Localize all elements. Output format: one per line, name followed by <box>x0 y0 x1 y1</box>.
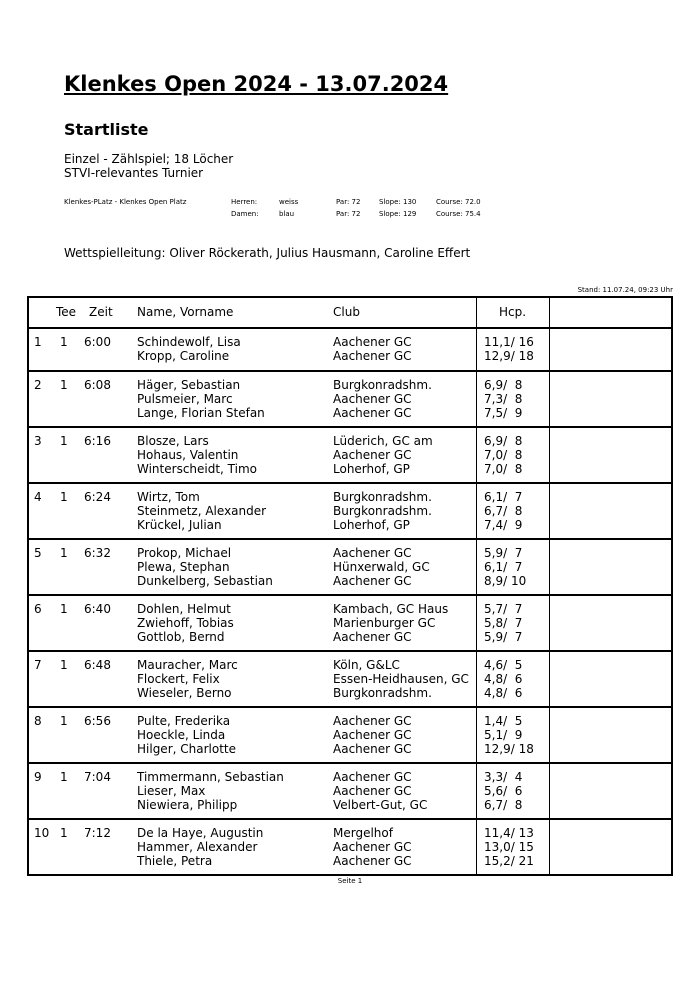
player-club: Aachener GC <box>333 840 412 854</box>
start-group <box>29 650 671 706</box>
tee-time: 6:00 <box>84 335 111 349</box>
player-club: Aachener GC <box>333 742 412 756</box>
tee-number: 1 <box>60 335 68 349</box>
player-club: Essen-Heidhausen, GC <box>333 672 469 686</box>
tee-number: 1 <box>60 378 68 392</box>
tee-number: 1 <box>60 490 68 504</box>
player-handicap: 6,1/ 7 <box>484 490 523 504</box>
tee-number: 1 <box>60 602 68 616</box>
player-club-column <box>333 602 448 644</box>
player-club: Aachener GC <box>333 784 412 798</box>
group-number: 1 <box>34 335 42 349</box>
player-name: Winterscheidt, Timo <box>137 462 258 476</box>
player-club: Aachener GC <box>333 728 412 742</box>
player-handicap: 7,0/ 8 <box>484 448 523 462</box>
player-club: Aachener GC <box>333 448 412 462</box>
tournament-management: Wettspielleitung: Oliver Röckerath, Julius Hausmann, Caroline Effert <box>64 246 471 260</box>
player-club-column <box>333 826 412 868</box>
player-name-column <box>137 826 263 868</box>
group-number: 9 <box>34 770 42 784</box>
player-name: Hilger, Charlotte <box>137 742 236 756</box>
tee-number: 1 <box>60 770 68 784</box>
player-name: Prokop, Michael <box>137 546 232 560</box>
player-club: Burgkonradshm. <box>333 490 432 504</box>
player-handicap: 6,7/ 8 <box>484 798 523 812</box>
player-club: Aachener GC <box>333 854 412 868</box>
player-name: Dunkelberg, Sebastian <box>137 574 273 588</box>
player-handicap: 5,9/ 7 <box>484 546 523 560</box>
player-handicap: 7,5/ 9 <box>484 406 523 420</box>
player-name-column <box>137 378 265 420</box>
herren-par: Par: 72 <box>336 198 361 206</box>
player-club: Aachener GC <box>333 630 412 644</box>
start-group <box>29 482 671 538</box>
start-list-table <box>27 296 673 876</box>
start-group <box>29 594 671 650</box>
player-club: Aachener GC <box>333 546 412 560</box>
group-number: 2 <box>34 378 42 392</box>
player-handicap-column <box>484 378 522 420</box>
player-name: Thiele, Petra <box>137 854 213 868</box>
player-handicap: 6,9/ 8 <box>484 434 523 448</box>
timestamp: Stand: 11.07.24, 09:23 Uhr <box>577 286 673 294</box>
player-club: Köln, G&LC <box>333 658 400 672</box>
player-handicap: 7,3/ 8 <box>484 392 523 406</box>
player-name-column <box>137 434 257 476</box>
herren-slope: Slope: 130 <box>379 198 417 206</box>
player-handicap: 5,7/ 7 <box>484 602 523 616</box>
player-name: Timmermann, Sebastian <box>137 770 284 784</box>
player-handicap: 12,9/ 18 <box>484 349 534 363</box>
player-name: Krückel, Julian <box>137 518 222 532</box>
player-name: Gottlob, Bernd <box>137 630 225 644</box>
player-name: Lieser, Max <box>137 784 206 798</box>
player-name: Hohaus, Valentin <box>137 448 239 462</box>
herren-label: Herren: <box>231 198 258 206</box>
tee-time: 7:12 <box>84 826 111 840</box>
tee-number: 1 <box>60 658 68 672</box>
player-club-column <box>333 770 427 812</box>
player-handicap-column <box>484 658 522 700</box>
description-line: Einzel - Zählspiel; 18 Löcher <box>64 152 234 166</box>
damen-slope: Slope: 129 <box>379 210 417 218</box>
tee-time: 6:56 <box>84 714 111 728</box>
herren-tee: weiss <box>279 198 299 206</box>
damen-par: Par: 72 <box>336 210 361 218</box>
document-title: Klenkes Open 2024 - 13.07.2024 <box>64 72 449 96</box>
damen-label: Damen: <box>231 210 259 218</box>
description-line: STVI-relevantes Turnier <box>64 166 204 180</box>
player-club: Aachener GC <box>333 770 412 784</box>
player-club: Aachener GC <box>333 335 412 349</box>
player-handicap-column <box>484 770 522 812</box>
player-handicap: 7,4/ 9 <box>484 518 523 532</box>
tee-time: 6:48 <box>84 658 111 672</box>
player-handicap-column <box>484 546 526 588</box>
player-handicap: 5,8/ 7 <box>484 616 523 630</box>
player-handicap: 12,9/ 18 <box>484 742 534 756</box>
player-club: Aachener GC <box>333 406 412 420</box>
page-number: Seite 1 <box>337 877 363 885</box>
player-name: Blosze, Lars <box>137 434 209 448</box>
player-club: Aachener GC <box>333 392 412 406</box>
player-name: Niewiera, Philipp <box>137 798 238 812</box>
header-name: Name, Vorname <box>137 305 234 319</box>
player-handicap: 13,0/ 15 <box>484 840 534 854</box>
player-name-column <box>137 490 266 532</box>
tee-time: 6:24 <box>84 490 111 504</box>
player-name-column <box>137 335 241 363</box>
start-group <box>29 538 671 594</box>
player-handicap: 5,9/ 7 <box>484 630 523 644</box>
player-handicap: 1,4/ 5 <box>484 714 523 728</box>
player-name: Schindewolf, Lisa <box>137 335 241 349</box>
player-name: Lange, Florian Stefan <box>137 406 265 420</box>
player-handicap: 11,4/ 13 <box>484 826 534 840</box>
player-name-column <box>137 546 273 588</box>
player-handicap: 4,8/ 6 <box>484 672 523 686</box>
player-handicap: 4,8/ 6 <box>484 686 523 700</box>
player-handicap: 3,3/ 4 <box>484 770 523 784</box>
player-name: Kropp, Caroline <box>137 349 230 363</box>
tee-time: 7:04 <box>84 770 111 784</box>
damen-tee: blau <box>279 210 295 218</box>
table-header <box>29 298 671 329</box>
player-name: Häger, Sebastian <box>137 378 241 392</box>
section-title: Startliste <box>64 120 149 139</box>
player-club: Hünxerwald, GC <box>333 560 430 574</box>
player-club: Burgkonradshm. <box>333 686 432 700</box>
player-club: Kambach, GC Haus <box>333 602 449 616</box>
player-handicap: 11,1/ 16 <box>484 335 534 349</box>
start-group <box>29 426 671 482</box>
tee-time: 6:40 <box>84 602 111 616</box>
herren-course: Course: 72.0 <box>436 198 481 206</box>
group-number: 10 <box>34 826 50 840</box>
player-club-column <box>333 546 430 588</box>
player-club: Burgkonradshm. <box>333 378 432 392</box>
player-handicap: 5,1/ 9 <box>484 728 523 742</box>
player-name: Pulsmeier, Marc <box>137 392 233 406</box>
player-handicap-column <box>484 434 522 476</box>
player-name: Hammer, Alexander <box>137 840 258 854</box>
player-club: Marienburger GC <box>333 616 436 630</box>
player-club: Aachener GC <box>333 349 412 363</box>
group-number: 3 <box>34 434 42 448</box>
tee-time: 6:32 <box>84 546 111 560</box>
player-club-column <box>333 658 469 700</box>
player-name-column <box>137 770 284 812</box>
player-club: Velbert-Gut, GC <box>333 798 428 812</box>
player-name: Zwiehoff, Tobias <box>137 616 234 630</box>
start-group <box>29 706 671 762</box>
tee-time: 6:08 <box>84 378 111 392</box>
tee-time: 6:16 <box>84 434 111 448</box>
player-club: Loherhof, GP <box>333 462 410 476</box>
player-handicap-column <box>484 335 534 363</box>
tee-number: 1 <box>60 826 68 840</box>
player-club: Lüderich, GC am <box>333 434 433 448</box>
player-name: Wirtz, Tom <box>137 490 200 504</box>
player-handicap: 4,6/ 5 <box>484 658 523 672</box>
group-number: 5 <box>34 546 42 560</box>
player-name: Pulte, Frederika <box>137 714 231 728</box>
header-hcp: Hcp. <box>499 305 527 319</box>
player-club: Mergelhof <box>333 826 393 840</box>
player-name-column <box>137 658 238 700</box>
player-name: De la Haye, Augustin <box>137 826 264 840</box>
header-tee: Tee <box>56 305 77 319</box>
player-name: Steinmetz, Alexander <box>137 504 267 518</box>
player-handicap: 8,9/ 10 <box>484 574 527 588</box>
player-club: Aachener GC <box>333 714 412 728</box>
player-name: Hoeckle, Linda <box>137 728 226 742</box>
player-name: Mauracher, Marc <box>137 658 238 672</box>
player-name: Wieseler, Berno <box>137 686 232 700</box>
tee-number: 1 <box>60 546 68 560</box>
player-club-column <box>333 335 412 363</box>
player-club: Aachener GC <box>333 574 412 588</box>
player-name-column <box>137 714 236 756</box>
player-club-column <box>333 434 433 476</box>
start-group <box>29 762 671 818</box>
header-club: Club <box>333 305 360 319</box>
player-name: Flockert, Felix <box>137 672 220 686</box>
player-handicap: 7,0/ 8 <box>484 462 523 476</box>
player-handicap: 15,2/ 21 <box>484 854 534 868</box>
player-club: Loherhof, GP <box>333 518 410 532</box>
group-number: 4 <box>34 490 42 504</box>
player-name: Plewa, Stephan <box>137 560 230 574</box>
player-name-column <box>137 602 234 644</box>
header-zeit: Zeit <box>89 305 113 319</box>
start-group <box>29 329 671 370</box>
player-club-column <box>333 714 412 756</box>
player-handicap: 6,7/ 8 <box>484 504 523 518</box>
player-club-column <box>333 378 432 420</box>
player-handicap: 5,6/ 6 <box>484 784 523 798</box>
damen-course: Course: 75.4 <box>436 210 481 218</box>
player-club-column <box>333 490 432 532</box>
player-handicap: 6,9/ 8 <box>484 378 523 392</box>
player-name: Dohlen, Helmut <box>137 602 231 616</box>
group-list <box>29 329 671 874</box>
start-group <box>29 818 671 874</box>
player-handicap-column <box>484 490 522 532</box>
player-handicap: 6,1/ 7 <box>484 560 523 574</box>
tee-number: 1 <box>60 714 68 728</box>
group-number: 7 <box>34 658 42 672</box>
course-place: Klenkes-PLatz - Klenkes Open Platz <box>64 198 187 206</box>
group-number: 8 <box>34 714 42 728</box>
group-number: 6 <box>34 602 42 616</box>
player-club: Burgkonradshm. <box>333 504 432 518</box>
start-group <box>29 370 671 426</box>
player-handicap-column <box>484 714 534 756</box>
player-handicap-column <box>484 602 522 644</box>
tee-number: 1 <box>60 434 68 448</box>
player-handicap-column <box>484 826 534 868</box>
